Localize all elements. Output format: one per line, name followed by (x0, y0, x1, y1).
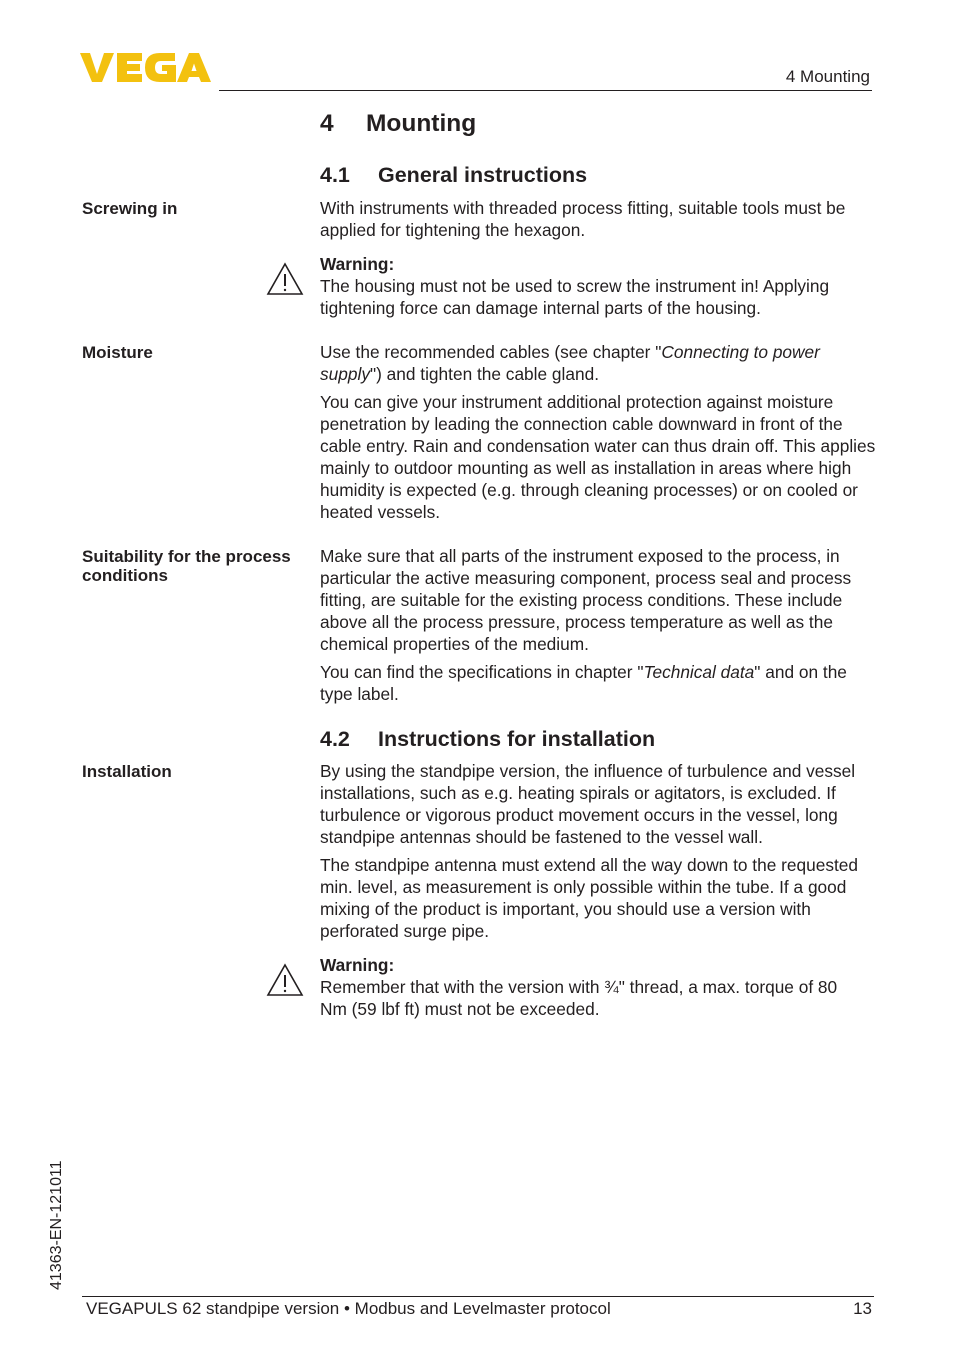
margin-label-suitability: Suitability for the process conditions (82, 547, 291, 585)
chapter-reference: Technical data (643, 662, 755, 682)
chapter-reference: Connecting to power supply (320, 342, 820, 384)
section-heading-4-1 (320, 163, 587, 188)
margin-label-installation: Installation (82, 762, 172, 781)
chapter-title: Mounting (366, 110, 477, 137)
margin-label-moisture: Moisture (82, 343, 153, 362)
moisture-paragraph-1: Use the recommended cables (see chapter "Connecting to power supply") and tighten the cable gland. (320, 342, 820, 384)
moisture-text-block (320, 341, 876, 529)
document-code: 41363-EN-121011 (48, 1160, 65, 1290)
section-number: 4.1 (320, 163, 350, 187)
suitability-paragraph-1: Make sure that all parts of the instrument exposed to the process, in particular the active measuring component, process seal and process fitting, are suitable for the existing process conditions. These include above all the process pressure, process temperature as well as the chemical properties of the medium. (320, 546, 852, 654)
warning-label: Warning: (320, 955, 395, 975)
warning-text: The housing must not be used to screw the instrument in! Applying tightening force can damage internal parts of the housing. (320, 276, 830, 318)
installation-paragraph-1: By using the standpipe version, the influence of turbulence and vessel installations, such as e.g. heating spirals or agitators, is excluded. If turbulence or vigorous product movement occurs in the vessel, long standpipe antennas should be fastened to the vessel wall. (320, 761, 856, 847)
screwing-paragraph: With instruments with threaded process fitting, suitable tools must be applied for tightening the hexagon. (320, 198, 846, 240)
warning-block-2 (320, 954, 840, 1026)
vega-logo (80, 50, 212, 84)
page-number: 13 (853, 1299, 872, 1318)
footer-rule (82, 1296, 874, 1297)
warning-text: Remember that with the version with ¾" thread, a max. torque of 80 Nm (59 lbf ft) must not be exceeded. (320, 977, 838, 1019)
installation-text-block (320, 760, 876, 948)
section-title: General instructions (378, 163, 588, 187)
warning-triangle-icon (266, 262, 304, 296)
header-rule (219, 90, 872, 91)
moisture-paragraph-2: You can give your instrument additional protection against moisture penetration by leading the connection cable downward in front of the cable entry. Rain and condensation water can thus drain off. This applies mainly to outdoor mounting as well as installation in areas where high humidity is expected (e.g. through cleaning processes) or on cooled or heated vessels. (320, 392, 876, 522)
section-number: 4.2 (320, 727, 350, 751)
running-header: 4 Mounting (785, 67, 870, 86)
warning-triangle-icon (266, 963, 304, 997)
chapter-number: 4 (320, 110, 334, 137)
suitability-paragraph-2: You can find the specifications in chapter "Technical data" and on the type label. (320, 662, 847, 704)
section-title: Instructions for installation (378, 727, 656, 751)
section-heading-4-2 (320, 727, 655, 752)
warning-label: Warning: (320, 254, 395, 274)
installation-paragraph-2: The standpipe antenna must extend all the way down to the requested min. level, as measurement is only possible within the tube. If a good mixing of the product is important, you should use a version with perforated surge pipe. (320, 855, 858, 941)
warning-block-1 (320, 253, 876, 325)
screwing-text-block (320, 197, 876, 247)
suitability-text-block (320, 545, 876, 711)
chapter-heading (320, 110, 476, 138)
margin-label-screwing: Screwing in (82, 199, 178, 218)
footer-product-line: VEGAPULS 62 standpipe version • Modbus and Levelmaster protocol (86, 1299, 611, 1318)
